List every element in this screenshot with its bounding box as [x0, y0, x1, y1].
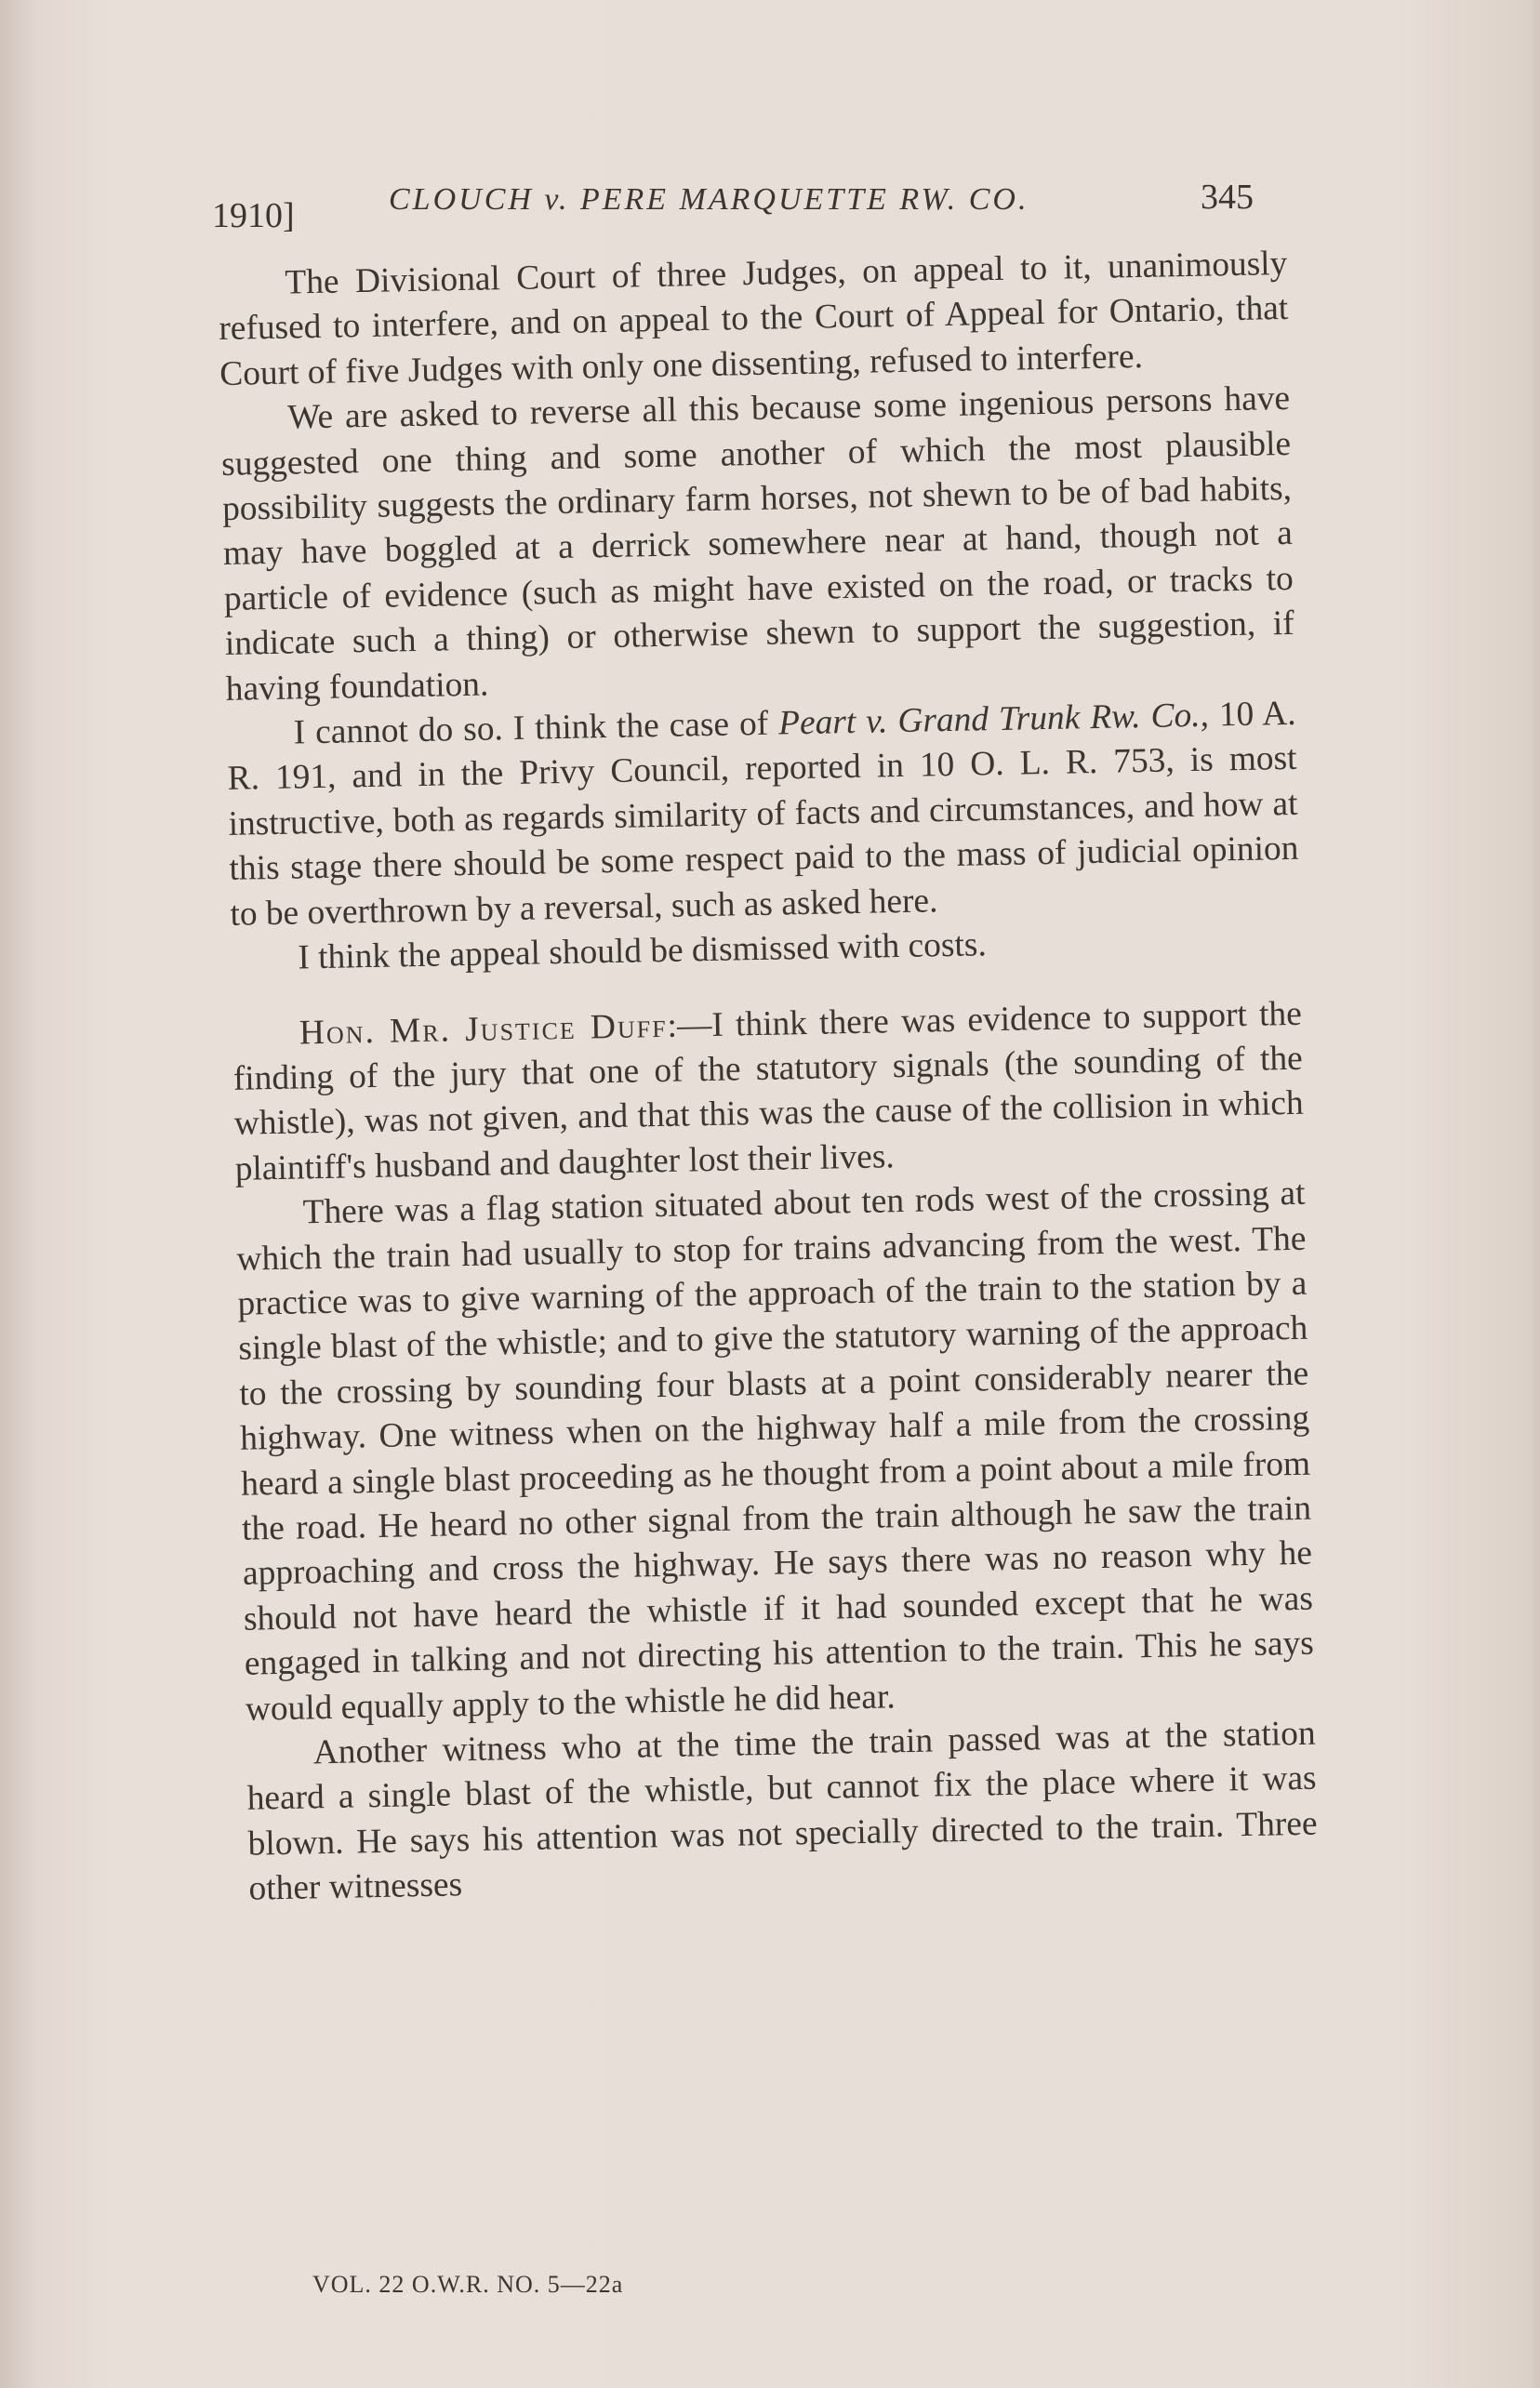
page-number: 345 — [1201, 178, 1254, 217]
paragraph-divisional-court: The Divisional Court of three Judges, on appeal to it, unanimously refused to interfere, and on appeal to the Court of Appeal for Ontario, that Court of five Judges with only one dissenting, refused to interfere. — [218, 244, 1289, 393]
paragraph-dismiss-appeal: I think the appeal should be dismissed with costs. — [297, 925, 988, 977]
body-text — [218, 242, 1319, 1912]
paragraph-peart-case — [226, 692, 1299, 937]
paragraph-flag-station: There was a flag station situated about ten rods west of the crossing at which the train had usually to stop for trains advancing from the west. The practice was to give warning of the approach of the train to the station by a single blast of the whistle; and to give the statutory warning of the approach to the crossing by sounding four blasts at a point considerably nearer the highway. One witness when on the highway half a mile from the crossing heard a single blast proceeding as he thought from a point about a mile from the road. He heard no other signal from the train although he saw the train approaching and cross the highway. He says there was no reason why he should not have heard the whistle if it had sounded except that he was engaged in talking and not directing his attention to the train. This he says would equally apply to the whistle he did hear. — [236, 1174, 1315, 1729]
page-header — [212, 177, 1254, 235]
text-run: :—I think there was evidence to support the finding of the jury that one of the statutory signals (the sounding of the whistle), was not given, and that this was the cause of the collision in which plaintiff's husband and daughter lost their lives. — [232, 994, 1304, 1188]
text-run: 10 A. R. 191, and in the Privy Council, reported in 10 O. L. R. 753, is most instructive, both as regards similarity of facts and circumstances, and how at this stage there should be some respect paid to the mass of judicial opinion to be overthrown by a reversal, such as asked here. — [227, 694, 1299, 934]
running-title: CLOUCH v. PERE MARQUETTE RW. CO. — [389, 182, 1029, 217]
paragraph-justice-duff — [232, 991, 1305, 1192]
header-year: 1910] — [212, 196, 295, 235]
speaker-name: Hon. Mr. Justice Duff — [299, 1006, 668, 1052]
paragraph-another-witness: Another witness who at the time the train passed was at the station heard a single blast of the whistle, but cannot fix the place where it was blown. He says his attention was not specially directed to the train. Three other witnesses — [246, 1714, 1318, 1908]
case-citation: Peart v. Grand Trunk Rw. Co., — [777, 696, 1210, 743]
signature-mark: VOL. 22 O.W.R. NO. 5—22a — [312, 2271, 624, 2298]
paragraph-reverse-request: We are asked to reverse all this because some ingenious persons have suggested one thing and some another of which the most plausible possibility suggests the ordinary farm horses, not shewn to be of bad habits, may have boggled at a derrick somewhere near at hand, though not a particle of evidence (such as might have existed on the road, or tracks to indicate such a thing) or otherwise shewn to support the suggestion, if having foundation. — [220, 379, 1295, 709]
text-run: I cannot do so. I think the case of — [293, 704, 779, 752]
